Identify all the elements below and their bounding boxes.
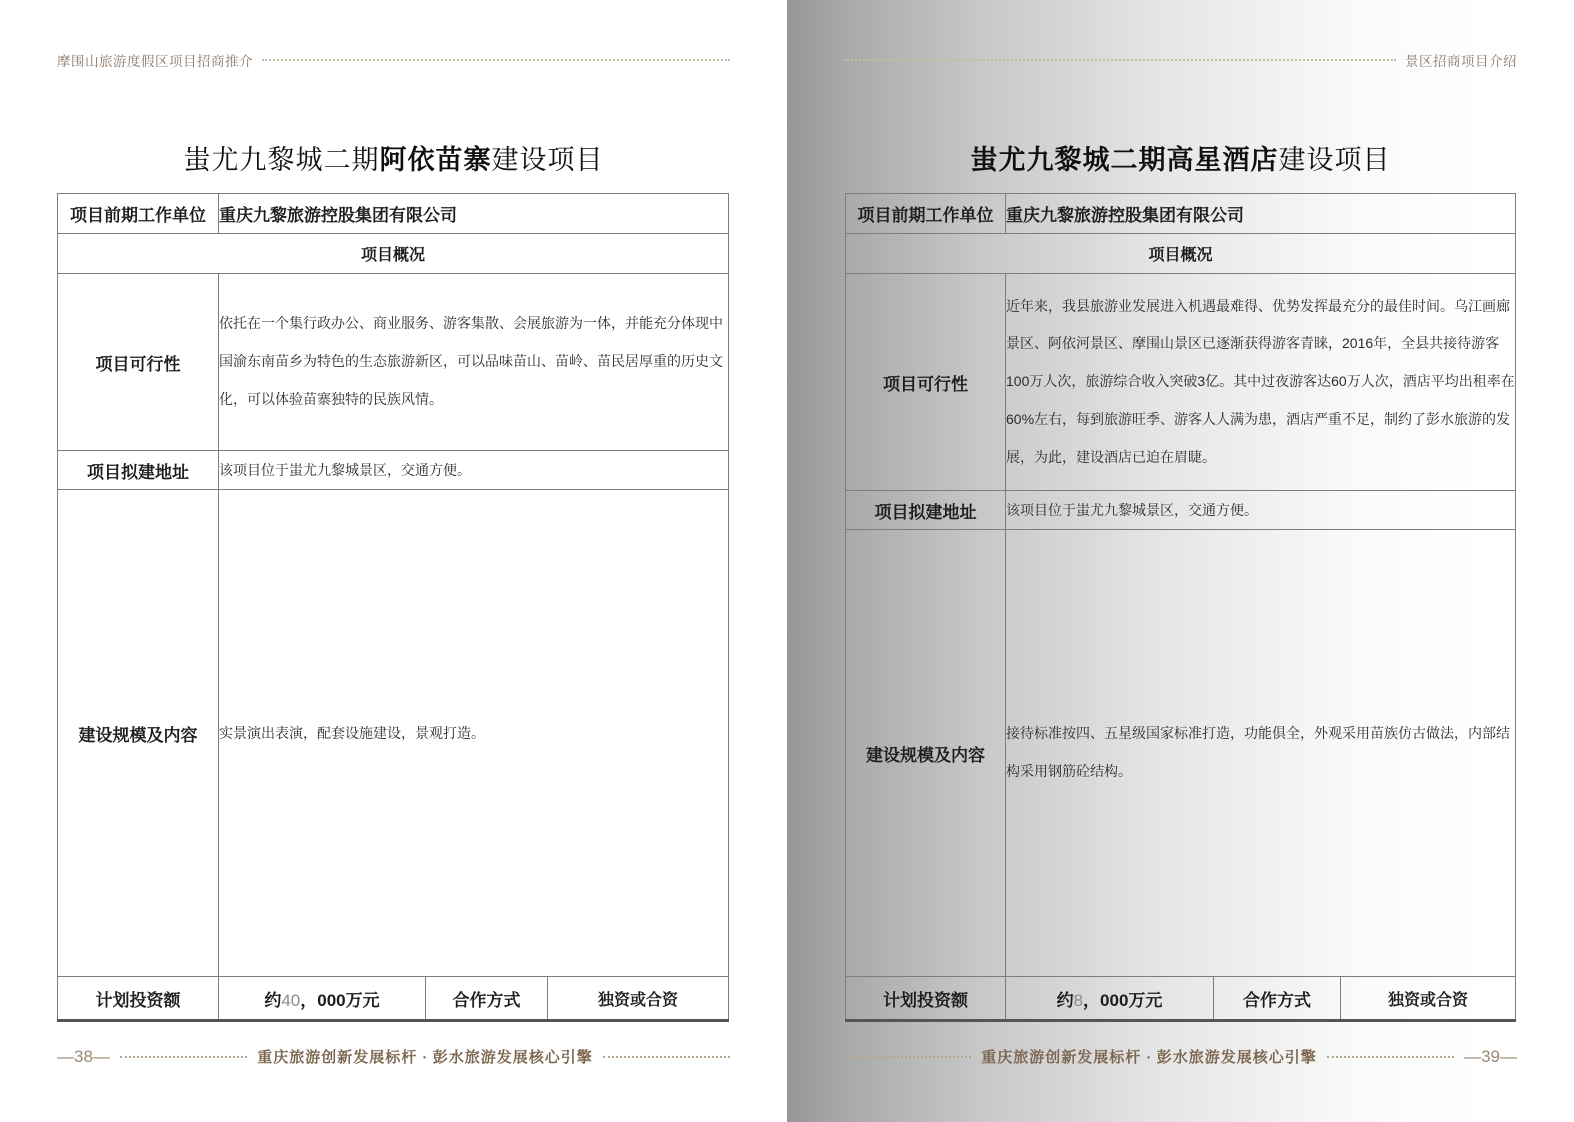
running-head-text: 摩围山旅游度假区项目招商推介 xyxy=(57,54,253,69)
table-row xyxy=(58,274,729,451)
left-page-footer xyxy=(57,1046,730,1067)
dotted-leader xyxy=(1327,1056,1454,1058)
investment-suffix: ，000万元 xyxy=(1083,990,1163,1010)
table-row xyxy=(58,490,729,977)
page-title xyxy=(787,138,1574,177)
cell-cooperation-value: 独资或合资 xyxy=(548,977,729,1021)
project-table xyxy=(57,193,729,1022)
cell-cooperation-value: 独资或合资 xyxy=(1341,977,1516,1021)
right-page xyxy=(787,0,1574,1122)
dotted-leader xyxy=(120,1056,247,1058)
title-bold: 蚩尤九黎城二期高星酒店 xyxy=(970,145,1279,175)
cell-cooperation-label: 合作方式 xyxy=(1214,977,1341,1021)
table-row xyxy=(58,451,729,490)
cell-prework-label: 项目前期工作单位 xyxy=(846,194,1006,234)
title-bold: 阿依苗寨 xyxy=(379,145,492,175)
cell-scale-value: 接待标准按四、五星级国家标准打造，功能俱全，外观采用苗族仿古做法，内部结构采用钢筋砼结构。 xyxy=(1006,530,1516,977)
page-title xyxy=(0,138,787,177)
cell-scale-label: 建设规模及内容 xyxy=(58,490,219,977)
cell-feasibility-label: 项目可行性 xyxy=(58,274,219,451)
cell-prework-label: 项目前期工作单位 xyxy=(58,194,219,234)
footer-slogan: 重庆旅游创新发展标杆 · 彭水旅游发展核心引擎 xyxy=(981,1050,1317,1066)
cell-investment-label: 计划投资额 xyxy=(58,977,219,1021)
cell-prework-value: 重庆九黎旅游控股集团有限公司 xyxy=(219,194,729,234)
dotted-leader xyxy=(844,1056,971,1058)
table-row xyxy=(58,977,729,1021)
investment-suffix: ，000万元 xyxy=(300,990,380,1010)
page-number: —38— xyxy=(57,1046,110,1066)
table-row xyxy=(846,234,1516,274)
cell-investment-value xyxy=(219,977,426,1021)
table-row xyxy=(58,234,729,274)
cell-investment-label: 计划投资额 xyxy=(846,977,1006,1021)
cell-cooperation-label: 合作方式 xyxy=(426,977,548,1021)
cell-feasibility-label: 项目可行性 xyxy=(846,274,1006,491)
investment-amount: 8 xyxy=(1073,990,1084,1010)
dotted-leader xyxy=(262,59,730,61)
left-running-head xyxy=(57,50,730,70)
cell-prework-value: 重庆九黎旅游控股集团有限公司 xyxy=(1006,194,1516,234)
table-row xyxy=(846,491,1516,530)
page-number: —39— xyxy=(1464,1046,1517,1066)
cell-location-label: 项目拟建地址 xyxy=(846,491,1006,530)
table-row xyxy=(58,194,729,234)
investment-prefix: 约 xyxy=(264,990,282,1010)
cell-overview-header: 项目概况 xyxy=(58,234,729,274)
table-row xyxy=(846,274,1516,491)
title-suffix: 建设项目 xyxy=(1278,145,1391,175)
cell-overview-header: 项目概况 xyxy=(846,234,1516,274)
dotted-leader xyxy=(844,59,1396,61)
footer-slogan: 重庆旅游创新发展标杆 · 彭水旅游发展核心引擎 xyxy=(257,1050,593,1066)
table-row xyxy=(846,194,1516,234)
investment-amount: 40 xyxy=(281,990,301,1010)
cell-location-value: 该项目位于蚩尤九黎城景区，交通方便。 xyxy=(219,451,729,490)
dotted-leader xyxy=(603,1056,730,1058)
title-suffix: 建设项目 xyxy=(491,145,604,175)
right-page-footer xyxy=(844,1046,1517,1067)
project-table xyxy=(845,193,1516,1022)
cell-location-label: 项目拟建地址 xyxy=(58,451,219,490)
right-running-head xyxy=(844,50,1517,70)
title-prefix: 蚩尤九黎城二期 xyxy=(183,145,380,175)
cell-feasibility-text: 依托在一个集行政办公、商业服务、游客集散、会展旅游为一体，并能充分体现中国渝东南苗乡为特色的生态旅游新区，可以品味苗山、苗岭、苗民居厚重的历史文化，可以体验苗寨独特的民族风情。 xyxy=(219,274,729,451)
table-row xyxy=(846,977,1516,1021)
cell-scale-label: 建设规模及内容 xyxy=(846,530,1006,977)
cell-feasibility-text: 近年来，我县旅游业发展进入机遇最难得、优势发挥最充分的最佳时间。乌江画廊景区、阿依河景区、摩围山景区已逐渐获得游客青睐，2016年，全县共接待游客100万人次，旅游综合收入突破3亿。其中过夜游客达60万人次，酒店平均出租率在60%左右，每到旅游旺季、游客人人满为患，酒店严重不足，制约了彭水旅游的发展，为此，建设酒店已迫在眉睫。 xyxy=(1006,274,1516,491)
running-head-text: 景区招商项目介绍 xyxy=(1405,54,1517,69)
cell-location-value: 该项目位于蚩尤九黎城景区，交通方便。 xyxy=(1006,491,1516,530)
investment-prefix: 约 xyxy=(1056,990,1074,1010)
table-row xyxy=(846,530,1516,977)
cell-scale-value: 实景演出表演，配套设施建设，景观打造。 xyxy=(219,490,729,977)
cell-investment-value xyxy=(1006,977,1214,1021)
